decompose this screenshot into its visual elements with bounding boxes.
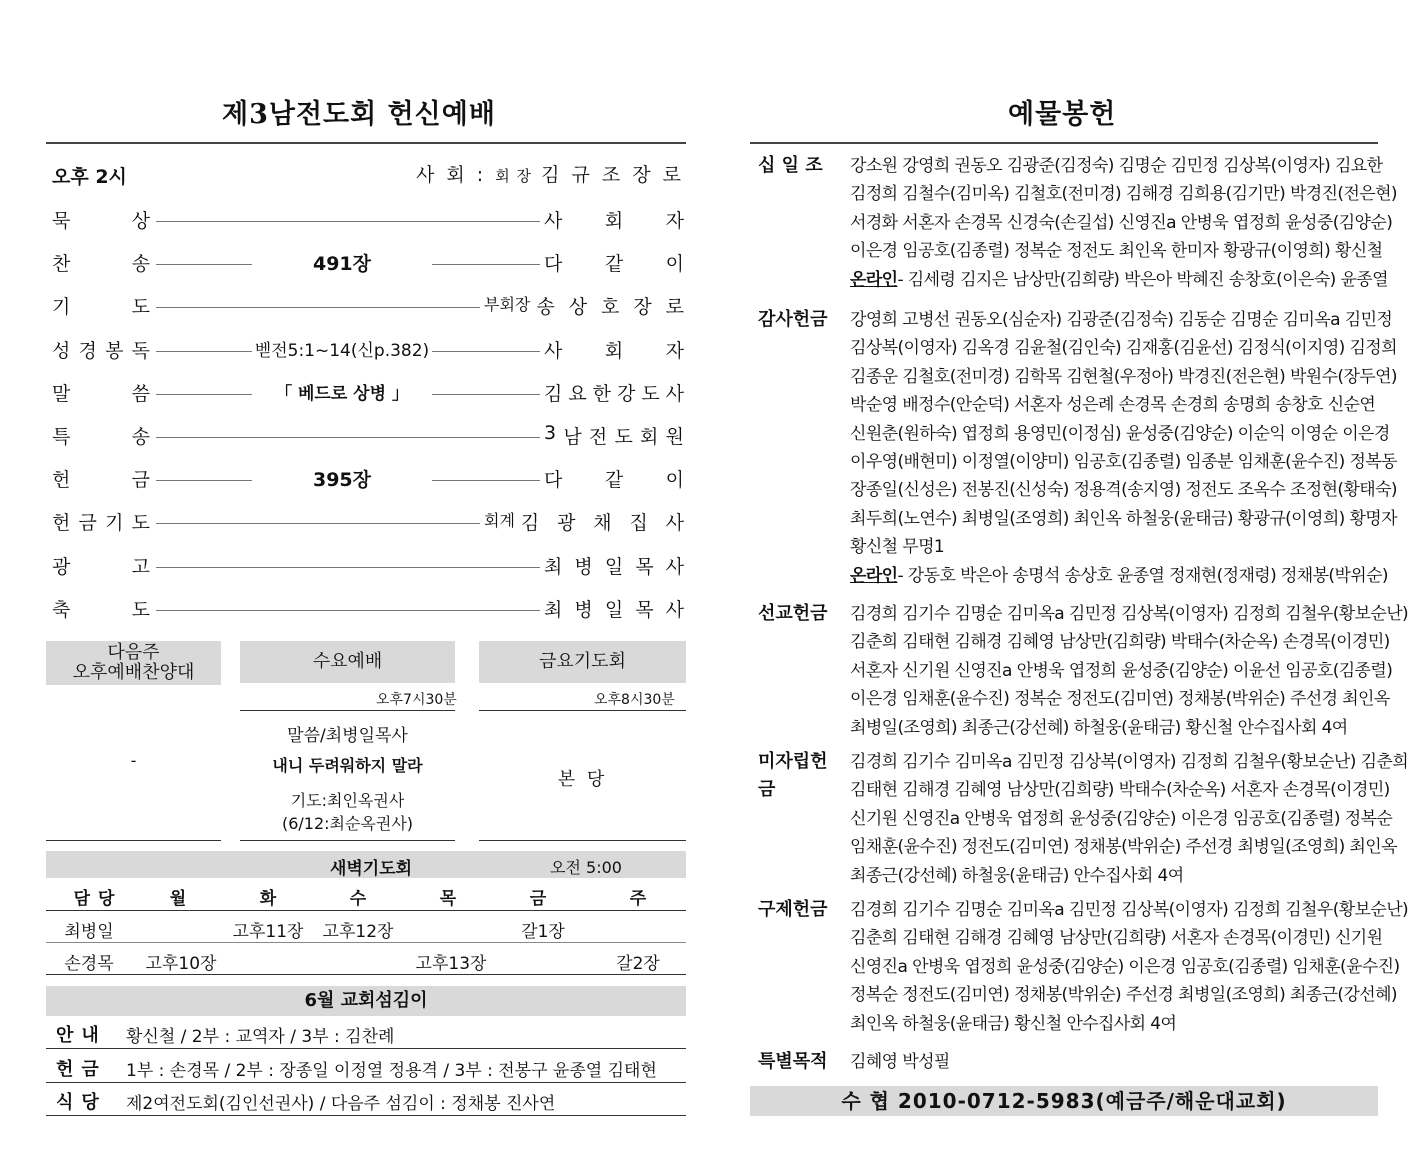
order-item-name [52, 552, 150, 579]
order-row [52, 379, 684, 409]
offering-line: 최병일(조영희) 최종근(강선혜) 하철웅(윤태금) 황신철 안수집사회 4여 [850, 717, 1348, 738]
dawn-time: 오전 5:00 [550, 858, 622, 877]
offering-line: 김경희 김기수 김미옥a 김민정 김상복(이영자) 김정희 김철우(황보순난) 김춘희 [850, 752, 1409, 772]
dawn-col-header: 주 [629, 889, 647, 909]
leader-char: 최 [544, 555, 563, 578]
dawn-col-header: 금 [529, 889, 547, 909]
offering-line: 임채훈(윤수진) 정전도(김미연) 정채봉(박위순) 주선경 최병일(조영희) 최인옥 [850, 837, 1397, 858]
fri-place: 본 당 [557, 769, 608, 790]
order-row [52, 422, 684, 452]
offering-line: 김정희 김철수(김미옥) 김철호(전미경) 김해경 김희용(김기만) 박경진(전은현) [850, 184, 1397, 205]
order-item-detail: 491장 [252, 249, 432, 276]
leader-char: 병 [574, 598, 593, 621]
online-label: 온라인 [850, 269, 898, 290]
leader-char: 사 [665, 555, 684, 578]
june-label: 식당 [56, 1092, 107, 1113]
leader-char: 같 [604, 469, 624, 492]
leader-char: 회 [604, 210, 624, 232]
offering-names [850, 306, 1397, 590]
leader-char: 광 [557, 512, 576, 535]
title-rule [46, 142, 686, 144]
offering-online-line [850, 562, 1388, 590]
dawn-col-header: 담당 [73, 889, 123, 909]
dawn-rule-2 [46, 942, 686, 943]
order-item-name [52, 465, 150, 492]
order-item-char: 헌 [52, 469, 71, 492]
dawn-cell: 손경목 [64, 954, 114, 974]
order-item-detail: 「 베드로 상병 」 [252, 379, 432, 404]
offering-line: 최종근(강선혜) 하철웅(윤태금) 안수집사회 4여 [850, 865, 1184, 886]
dawn-rule-1 [46, 910, 686, 911]
dawn-title: 새벽기도회 [329, 859, 413, 879]
leader-char: 다 [544, 469, 563, 492]
june-rule [46, 1115, 686, 1116]
leader-char: 강 [616, 382, 636, 405]
order-leader-line [156, 567, 540, 568]
online-names: - 김세령 김지은 남상만(김희량) 박은아 박혜진 송창호(이은숙) 윤종열 [897, 269, 1388, 290]
wed-prayer-next: (6/12:최순옥권사) [281, 814, 414, 833]
leader-char: 일 [604, 598, 624, 621]
offering-line: 김종운 김철호(전미경) 김학목 김현철(우정아) 박경진(전은현) 박원수(장두연) [850, 366, 1397, 387]
offering-title: 예물봉헌 [1008, 99, 1117, 130]
order-item-char: 송 [131, 253, 150, 276]
fri-bottom-rule [479, 840, 686, 841]
order-item-char: 경 [78, 339, 97, 362]
offering-names [850, 1048, 1370, 1076]
offering-line: 김태현 김해경 김혜영 남상만(김희량) 박태수(차순옥) 서혼자 손경목(이경민) [850, 780, 1390, 801]
order-item-name [52, 292, 150, 319]
order-item-char: 씀 [131, 382, 150, 405]
order-item-leader [540, 249, 684, 276]
leader-char: 남 [563, 426, 582, 448]
online-label: 온라인 [850, 565, 898, 586]
order-item-leader [480, 508, 684, 535]
wed-bottom-rule [240, 840, 455, 841]
offering-line: 강소원 강영희 권동오 김광준(김정숙) 김명순 김민정 김상복(이영자) 김요한 [850, 156, 1383, 176]
leader-char: 회 [604, 339, 624, 362]
offering-line: 이은경 임공호(김종렬) 정복순 정전도 최인옥 한미자 황광규(이영희) 황신철 [850, 241, 1383, 262]
leader-char: 자 [665, 339, 684, 362]
offering-line: 신영진a 안병욱 엽정희 윤성중(김양순) 이은경 임공호(김종렬) 임채훈(윤수진) [850, 956, 1400, 977]
order-item-leader [540, 422, 684, 449]
order-row [52, 249, 684, 279]
order-item-char: 도 [131, 512, 150, 535]
leader-char: 다 [544, 253, 563, 276]
offering-line: 박순영 배정수(안순덕) 서혼자 성은례 손경목 손경희 송명희 송창호 신순연 [850, 395, 1376, 416]
wed-prayer: 기도:최인옥권사 [290, 791, 405, 810]
june-label: 헌금 [56, 1058, 107, 1080]
order-item-char: 고 [131, 555, 150, 578]
offering-line: 이은경 임채훈(윤수진) 정복순 정전도(김미연) 정채봉(박위순) 주선경 최인옥 [850, 689, 1390, 710]
bank-account: 수 협 2010-0712-5983(예금주/해운대교회) [750, 1086, 1378, 1116]
dawn-col-header: 월 [169, 889, 187, 909]
order-item-name [52, 508, 150, 535]
order-item-detail: 395장 [252, 465, 432, 492]
order-item-leader [540, 379, 684, 406]
wed-preacher: 말씀/최병일목사 [287, 726, 408, 746]
june-text: 1부 : 손경목 / 2부 : 장종일 이정열 정용격 / 3부 : 전봉구 윤종열 김태현 [126, 1060, 657, 1081]
order-item-leader [480, 292, 684, 319]
order-row [52, 206, 684, 236]
leader-char: 송 [536, 296, 555, 319]
leader-char: 회 [640, 426, 659, 448]
order-item-char: 기 [105, 512, 124, 535]
order-item-char: 묵 [52, 210, 71, 232]
order-item-char: 말 [52, 382, 71, 405]
order-leader-line [156, 610, 540, 611]
order-item-name [52, 206, 150, 233]
order-item-char: 봉 [105, 339, 124, 362]
order-item-name [52, 249, 150, 276]
offering-line: 최인옥 하철웅(윤태금) 황신철 안수집사회 4여 [850, 1013, 1177, 1034]
june-servants-title: 6월 교회섬김이 [46, 986, 686, 1016]
order-row [52, 595, 684, 625]
leader-char: 병 [574, 555, 593, 578]
leader-char: 요 [568, 382, 587, 405]
order-item-name [52, 595, 150, 622]
dawn-col-header: 수 [349, 889, 367, 909]
leader-char: 같 [604, 253, 624, 276]
dawn-col-header: 목 [439, 889, 457, 909]
dawn-cell: 고후10장 [145, 954, 217, 974]
order-item-name [52, 379, 150, 406]
dawn-cell: 갈1장 [521, 922, 565, 942]
offering-line: 서혼자 신기원 신영진a 안병욱 엽정희 윤성중(김양순) 이윤선 임공호(김종렬) [850, 660, 1393, 681]
offering-names [850, 896, 1409, 1038]
leader-char: 한 [592, 382, 612, 405]
dawn-cell: 최병일 [64, 922, 114, 942]
june-text: 황신철 / 2부 : 교역자 / 3부 : 김찬례 [126, 1027, 395, 1047]
june-text: 제2여전도회(김인선권사) / 다음주 섬김이 : 정채봉 진사연 [126, 1094, 556, 1114]
offering-line: 신기원 신영진a 안병욱 엽정희 윤성중(김양순) 이은경 임공호(김종렬) 정복순 [850, 808, 1393, 829]
order-leader-line [156, 523, 480, 524]
offering-line: 신원춘(원하숙) 엽정희 용영민(이정심) 윤성중(김양순) 이순익 이영순 이은경 [850, 423, 1390, 444]
june-row [46, 1016, 686, 1048]
choir-bottom-rule [46, 840, 221, 841]
leader-char: 상 [568, 296, 588, 319]
order-item-char: 금 [78, 512, 97, 535]
order-item-name [52, 422, 150, 449]
leader-char: 이 [665, 253, 684, 276]
leader-char: 장 [633, 296, 652, 319]
offering-label: 미자립헌금 [758, 751, 828, 800]
offering-line: 이우영(배현미) 이정열(이양미) 임공호(김종렬) 임종분 임채훈(윤수진) 정복동 [850, 451, 1397, 472]
dawn-cell: 갈2장 [616, 954, 660, 974]
june-label: 안내 [56, 1025, 107, 1046]
order-item-char: 축 [52, 598, 71, 621]
order-item-char: 광 [52, 555, 71, 578]
offering-line: 김경희 김기수 김명순 김미옥a 김민정 김상복(이영자) 김정희 김철우(황보순난) [850, 900, 1409, 920]
offering-label: 특별목적 [758, 1051, 828, 1072]
leader-name [521, 508, 684, 535]
offering-label: 십 일 조 [758, 155, 823, 176]
offering-line: 최두희(노연수) 최병일(조영희) 최인옥 하철웅(윤태금) 황광규(이영희) 황명자 [850, 508, 1397, 529]
wed-time: 오후7시30분 [376, 692, 457, 708]
offering-names [850, 152, 1397, 294]
leader-char: 사 [665, 598, 684, 621]
choir-header: 다음주 오후예배찬양대 [46, 641, 221, 685]
offering-label: 감사헌금 [758, 309, 828, 330]
dawn-rule-3 [46, 974, 686, 975]
leader-char: 도 [641, 382, 660, 405]
offering-label: 구제헌금 [758, 899, 828, 920]
offering-names [850, 600, 1409, 742]
service-title: 제3남전도회 헌신예배 [222, 99, 496, 130]
offering-line: 서경화 서혼자 손경목 신경숙(손길섭) 신영진a 안병욱 엽정희 윤성중(김양순) [850, 212, 1393, 233]
order-item-char: 송 [131, 426, 150, 448]
service-time: 오후 2시 [52, 166, 127, 188]
order-row [52, 465, 684, 495]
offering-line: 김춘희 김태현 김해경 김혜영 남상만(김희량) 박태수(차순옥) 손경목(이경민) [850, 632, 1390, 653]
offering-line: 정복순 정전도(김미연) 정채봉(박위순) 주선경 최병일(조영희) 최종근(강선혜) [850, 985, 1397, 1006]
offering-line: 황신철 무명1 [850, 537, 945, 558]
offering-label: 선교헌금 [758, 603, 828, 624]
order-item-char: 독 [131, 339, 150, 362]
order-item-leader [540, 336, 684, 363]
wed-header: 수요예배 [240, 641, 455, 683]
leader-char: 로 [665, 296, 684, 319]
leader-char: 김 [520, 512, 540, 535]
order-item-char: 기 [52, 296, 71, 319]
fri-header: 금요기도회 [479, 641, 686, 683]
dawn-col-header: 화 [259, 889, 277, 909]
order-item-char: 도 [131, 598, 150, 621]
leader-char: 전 [588, 426, 608, 448]
offering-line: 장종일(신성은) 전봉진(신성숙) 정용격(송지영) 정전도 조옥수 조정현(황태숙) [850, 480, 1397, 501]
order-item-leader [540, 465, 684, 492]
offering-line: 김경희 김기수 김명순 김미옥a 김민정 김상복(이영자) 김정희 김철우(황보순난) [850, 604, 1409, 624]
leader-char: 집 [629, 512, 648, 535]
order-item-name [52, 336, 150, 363]
offering-line: 김혜영 박성필 [850, 1052, 950, 1072]
leader-char: 자 [665, 210, 684, 232]
order-item-char: 성 [52, 339, 71, 362]
order-item-char: 금 [131, 469, 150, 492]
order-item-char: 상 [131, 210, 150, 232]
leader-name [536, 292, 684, 319]
offering-title-rule [750, 142, 1378, 144]
order-item-char: 헌 [52, 512, 71, 535]
leader-role: 회계 [484, 511, 515, 531]
leader-char: 김 [544, 382, 563, 405]
fri-time: 오후8시30분 [594, 692, 675, 708]
offering-line: 김상복(이영자) 김옥경 김윤철(김인숙) 김재홍(김윤선) 김정식(이지영) 김정희 [850, 338, 1397, 359]
leader-char: 사 [665, 512, 684, 535]
dawn-cell: 고후11장 [232, 922, 304, 942]
order-item-detail: 벧전5:1~14(신p.382) [252, 336, 432, 361]
choir-value: - [130, 751, 137, 770]
wed-sermon-title: 내니 두려워하지 말라 [272, 756, 423, 775]
offering-line: 김춘희 김태현 김해경 김혜영 남상만(김희량) 서혼자 손경목(이경민) 신기원 [850, 928, 1383, 949]
leader-role: 부회장 [484, 295, 531, 315]
wed-time-rule [240, 710, 455, 711]
leader-char: 일 [604, 555, 624, 578]
dawn-cell: 고후13장 [415, 954, 487, 974]
service-leader: 사 회 : 회 장 김 규 조 장 로 [416, 164, 684, 186]
order-leader-line [156, 437, 540, 438]
order-row [52, 292, 684, 322]
order-leader-line [156, 221, 540, 222]
june-row [46, 1083, 686, 1115]
order-item-leader [540, 552, 684, 579]
leader-char: 사 [665, 382, 684, 405]
order-item-leader [540, 595, 684, 622]
leader-char: 채 [593, 512, 612, 535]
leader-char: 목 [635, 598, 654, 621]
leader-char: 사 [544, 339, 563, 362]
order-item-char: 특 [52, 426, 71, 448]
order-row [52, 336, 684, 366]
order-item-char: 찬 [52, 253, 71, 276]
leader-char: 이 [665, 469, 684, 492]
leader-char: 3 [544, 422, 557, 444]
leader-char: 도 [614, 426, 633, 448]
leader-char: 원 [665, 426, 684, 448]
order-row [52, 552, 684, 582]
order-item-char: 도 [131, 296, 150, 319]
order-row [52, 508, 684, 538]
leader-char: 사 [544, 210, 563, 232]
leader-char: 목 [635, 555, 654, 578]
offering-names [850, 748, 1409, 890]
offering-line: 강영희 고병선 권동오(심순자) 김광준(김정숙) 김동순 김명순 김미옥a 김민정 [850, 310, 1393, 330]
fri-time-rule [479, 710, 686, 711]
dawn-cell: 고후12장 [322, 922, 394, 942]
order-item-leader [540, 206, 684, 233]
online-names: - 강동호 박은아 송명석 송상호 윤종열 정재현(정재령) 정채봉(박위순) [897, 565, 1388, 586]
order-leader-line [156, 307, 480, 308]
leader-char: 최 [544, 598, 563, 621]
offering-online-line [850, 266, 1388, 294]
june-row [46, 1050, 686, 1082]
leader-char: 호 [601, 296, 620, 319]
